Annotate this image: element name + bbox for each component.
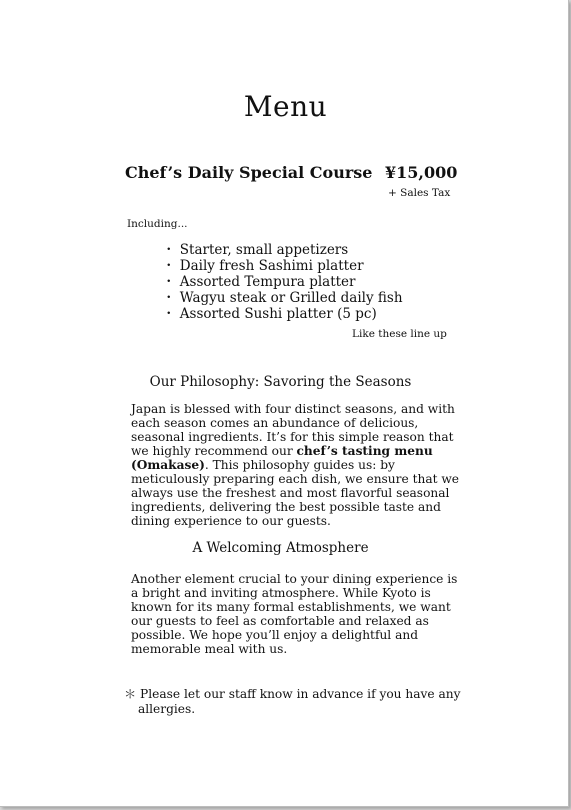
menu-title: Menu (243, 90, 328, 123)
paragraph-line: dining experience to our guests. (131, 514, 331, 528)
lineup-note: Like these line up (352, 328, 447, 340)
course-item: ・ Wagyu steak or Grilled daily fish (162, 290, 403, 306)
paragraph-line (131, 458, 466, 472)
paragraph-line: memorable meal with us. (131, 642, 288, 656)
paragraph-line: Japan is blessed with four distinct seasons, and with (131, 402, 455, 416)
philosophy-heading: Our Philosophy: Savoring the Seasons (149, 374, 412, 390)
paragraph-text: we highly recommend our (131, 444, 293, 458)
course-items-list (162, 242, 403, 322)
paragraph-line: known for its many formal establishments, we want (131, 600, 451, 614)
philosophy-paragraph (131, 402, 466, 528)
paragraph-line: a bright and inviting atmosphere. While Kyoto is (131, 586, 431, 600)
atmosphere-paragraph (131, 572, 466, 656)
paragraph-text: . This philosophy guides us: by (204, 458, 395, 472)
course-item: ・ Assorted Tempura platter (162, 274, 356, 290)
paragraph-line: Another element crucial to your dining experience is (131, 572, 458, 586)
note-line: ＊ Please let our staff know in advance if you have any (124, 687, 461, 701)
course-item: ・ Assorted Sushi platter (5 pc) (162, 306, 377, 322)
paragraph-line: ingredients, delivering the best possible taste and (131, 500, 441, 514)
course-item: ・ Starter, small appetizers (162, 242, 349, 258)
course-price: ¥15,000 (385, 163, 458, 182)
atmosphere-heading: A Welcoming Atmosphere (192, 540, 369, 556)
note-line: allergies. (138, 702, 196, 716)
course-item: ・ Daily fresh Sashimi platter (162, 258, 364, 274)
paragraph-line: seasonal ingredients. It’s for this simple reason that (131, 430, 454, 444)
paragraph-line: each season comes an abundance of delicious, (131, 416, 419, 430)
omakase-emphasis: (Omakase) (131, 458, 205, 472)
paragraph-line: possible. We hope you’ll enjoy a delightful and (131, 628, 419, 642)
allergy-note (124, 687, 461, 717)
paragraph-line (131, 444, 466, 458)
paragraph-line: our guests to feel as comfortable and relaxed as (131, 614, 429, 628)
course-tax-note: + Sales Tax (388, 187, 451, 199)
paragraph-line: meticulously preparing each dish, we ensure that we (131, 472, 459, 486)
tasting-menu-emphasis: chef’s tasting menu (296, 444, 433, 458)
course-name: Chef’s Daily Special Course (125, 163, 373, 182)
paragraph-line: always use the freshest and most flavorful seasonal (131, 486, 450, 500)
including-label: Including... (127, 218, 188, 230)
